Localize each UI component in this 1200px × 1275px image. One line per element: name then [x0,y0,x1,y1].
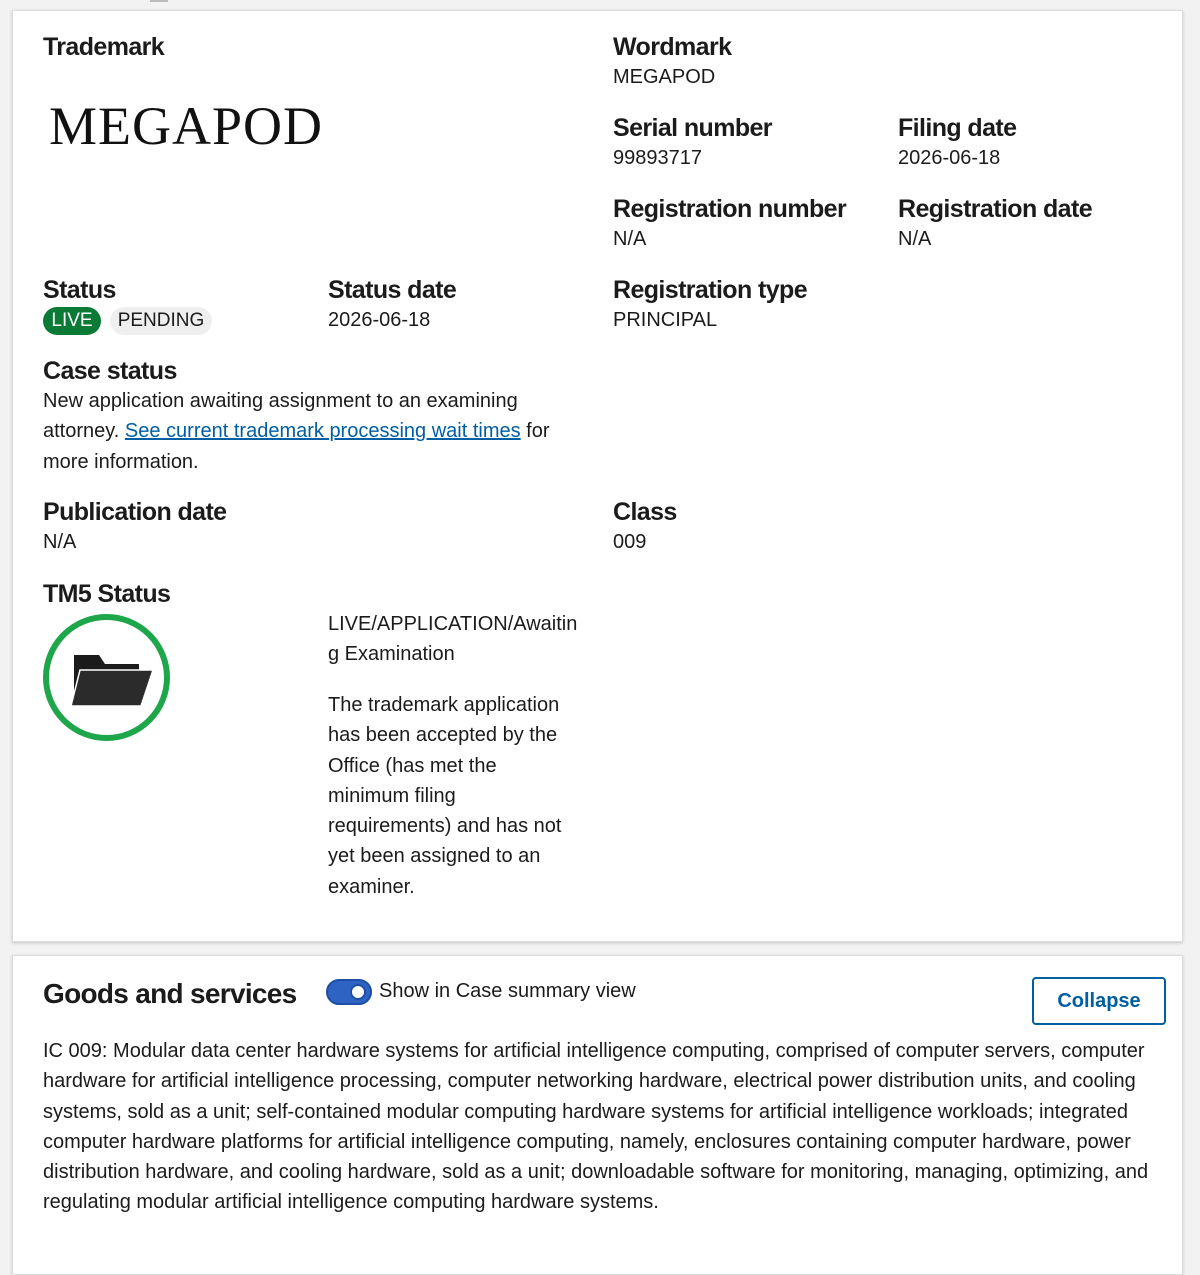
status-date-value: 2026-06-18 [328,309,431,331]
class-label: Class [613,498,677,526]
registration-number-label: Registration number [613,195,847,223]
class-value: 009 [613,531,647,553]
trademark-summary-card [12,10,1183,942]
goods-services-text: IC 009: Modular data center hardware systems for artificial intelligence computing, comprised of computer servers, computer hardware for artificial intelligence processing, computer networking hardware, electrical power distribution units, and cooling systems, sold as a unit; self-contained modular computing hardware systems for artificial intelligence workloads; integrated computer hardware platforms for artificial intelligence computing, namely, enclosures containing computer hardware, power distribution hardware, and cooling hardware, sold as a unit; downloadable software for monitoring, managing, optimizing, and regulating modular artificial intelligence computing hardware systems. [43,1040,1149,1214]
status-badge-live: LIVE [43,307,101,335]
toggle-knob [350,984,366,1000]
case-status-text-after: for more information. [43,420,550,473]
wordmark-value: MEGAPOD [613,66,716,88]
case-status-text [43,386,563,477]
registration-date-label: Registration date [898,195,1092,223]
filing-date-value: 2026-06-18 [898,147,1001,169]
registration-date-value: N/A [898,228,932,250]
filing-date-label: Filing date [898,114,1017,142]
case-status-text-before: New application awaiting assignment to an examining attorney. [43,390,518,443]
serial-number-value: 99893717 [613,147,702,169]
status-label: Status [43,276,116,304]
folder-open-icon [49,620,164,735]
tm5-status-ring [43,614,170,741]
publication-date-value: N/A [43,531,77,553]
collapse-button[interactable]: Collapse [1032,977,1166,1025]
goods-services-title: Goods and services [43,978,297,1009]
trademark-label: Trademark [43,33,165,61]
case-summary-toggle[interactable] [326,979,372,1005]
registration-number-value: N/A [613,228,647,250]
goods-and-services-card [12,955,1183,1275]
registration-type-label: Registration type [613,276,807,304]
registration-type-value: PRINCIPAL [613,309,718,331]
top-tab-indicator [150,0,168,2]
publication-date-label: Publication date [43,498,227,526]
status-badge-pending: PENDING [110,307,212,335]
serial-number-label: Serial number [613,114,772,142]
wait-times-link[interactable]: See current trademark processing wait times [124,420,521,443]
wordmark-label: Wordmark [613,33,732,61]
trademark-mark-image: MEGAPOD [49,96,324,156]
status-date-label: Status date [328,276,457,304]
case-status-label: Case status [43,357,177,385]
tm5-status-label: TM5 Status [43,580,171,608]
tm5-status-description: The trademark application has been accepted by the Office (has met the minimum filing requirements) and has not yet been assigned to an examiner. [328,694,562,898]
toggle-label: Show in Case summary view [379,980,636,1002]
tm5-status-line: LIVE/APPLICATION/Awaiting Examination [328,613,578,666]
